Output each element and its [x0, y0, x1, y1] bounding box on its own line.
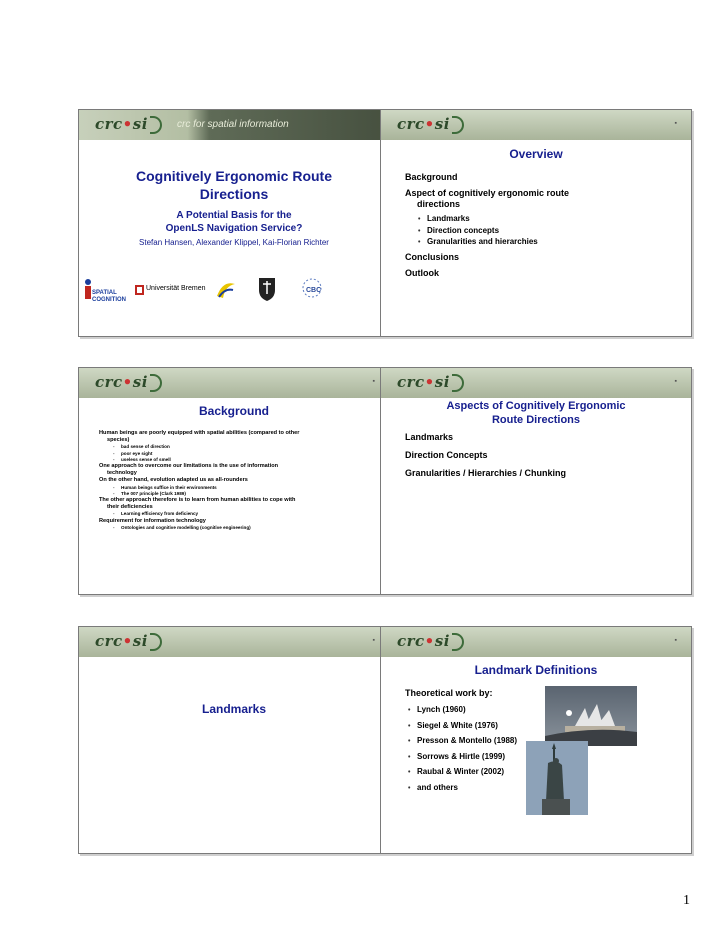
slide-title: Landmarks [201, 702, 267, 716]
list-item: technology [107, 470, 137, 477]
statue-of-liberty-photo [526, 741, 588, 815]
slide-title: Overview [509, 147, 563, 161]
slide-banner [79, 627, 389, 657]
opera-house-photo [545, 686, 637, 746]
list-item: • Presson & Montello (1988) [417, 733, 517, 749]
list-item: • Lynch (1960) [417, 702, 517, 718]
list-item: Direction Concepts [405, 450, 488, 460]
slide-banner [381, 368, 691, 398]
slide-4[interactable] [380, 367, 692, 595]
crcsi-logo: crc•si [95, 115, 162, 134]
partner-logos [79, 274, 389, 314]
bremen-university-logo: Universität Bremen [135, 284, 191, 298]
cbc-logo [301, 276, 323, 307]
slide-5[interactable] [78, 626, 390, 854]
list-item: One approach to overcome our limitations is the use of information [99, 463, 279, 470]
definitions-list [405, 688, 517, 795]
slide-title: Cognitively Ergonomic Route Directions [135, 168, 332, 202]
list-item: Background [405, 172, 458, 182]
slide-banner [381, 627, 691, 657]
background-text [99, 430, 384, 531]
slide-6[interactable] [380, 626, 692, 854]
crcsi-logo: crc•si [397, 115, 464, 134]
list-subitem: - The 007 principle (Clark 1989) [99, 491, 384, 497]
slide-title: Landmark Definitions [474, 663, 598, 677]
list-item: Conclusions [405, 251, 460, 262]
crcsi-logo: crc•si [397, 373, 464, 392]
aspects-list [405, 432, 566, 479]
list-item: On the other hand, evolution adapted us as all-rounders [99, 477, 248, 484]
list-subitem: - Human beings suffice in their environments [99, 485, 384, 491]
corner-mark: ▪ [674, 637, 677, 644]
list-item: • Raubal & Winter (2002) [417, 764, 517, 780]
list-item: The other approach therefore is to learn from human abilities to cope with [99, 497, 296, 504]
slide-banner [381, 110, 691, 140]
list-item: • Sorrows & Hirtle (1999) [417, 749, 517, 765]
slide-3[interactable] [78, 367, 390, 595]
reference-list [405, 702, 517, 795]
list-item: Outlook [405, 267, 439, 278]
list-item: their deficiencies [107, 504, 153, 511]
crcsi-logo: crc•si [95, 632, 162, 651]
list-item: species) [107, 437, 130, 444]
overview-list [405, 172, 569, 279]
svg-text:CBC: CBC [306, 287, 322, 294]
corner-mark: ▪ [372, 378, 375, 385]
banner-tagline: crc for spatial information [177, 119, 289, 130]
list-subitem: - poor eye sight [99, 451, 384, 457]
slide-banner [79, 110, 389, 140]
slide-1[interactable] [78, 109, 390, 337]
list-subitem: • Landmarks [427, 213, 569, 225]
crcsi-logo: crc•si [397, 632, 464, 651]
list-subitem: - Learning efficiency from deficiency [99, 511, 384, 517]
list-item: Aspect of cognitively ergonomic route [405, 188, 570, 198]
list-item: Granularities / Hierarchies / Chunking [405, 468, 567, 478]
page-number: 1 [683, 893, 690, 908]
list-subitem: - useless sense of smell [99, 457, 384, 463]
list-subitem: - Ontologies and cognitive modelling (cognitive engineering) [99, 525, 384, 531]
crcsi-logo: crc•si [95, 373, 162, 392]
slide-title: Aspects of Cognitively Ergonomic Route Directions [446, 400, 626, 426]
slide-2[interactable] [380, 109, 692, 337]
list-item: Requirement for information technology [99, 517, 206, 524]
slide-subtitle: A Potential Basis for the OpenLS Navigation Service? [165, 210, 303, 234]
list-subitem: - bad sense of direction [99, 444, 384, 450]
spatial-cognition-logo: SPATIAL COGNITION [83, 278, 123, 306]
list-item: directions [417, 199, 461, 209]
slide-authors: Stefan Hansen, Alexander Klippel, Kai-Florian Richter [139, 238, 329, 247]
corner-mark: ▪ [674, 120, 677, 127]
sub-list [405, 213, 569, 248]
corner-mark: ▪ [372, 637, 375, 644]
list-item: Human beings are poorly equipped with spatial abilities (compared to other [99, 430, 300, 436]
list-lead: Theoretical work by: [405, 688, 493, 698]
list-item: • and others [417, 780, 517, 796]
corner-mark: ▪ [674, 378, 677, 385]
list-item: • Siegel & White (1976) [417, 718, 517, 734]
list-item: Landmarks [405, 432, 454, 442]
university-crest-logo [257, 276, 277, 307]
partner-logo-yellow [213, 278, 237, 305]
slide-banner [79, 368, 389, 398]
list-subitem: • Direction concepts [427, 225, 569, 237]
slide-title: Background [198, 404, 269, 418]
list-subitem: • Granularities and hierarchies [427, 236, 569, 248]
